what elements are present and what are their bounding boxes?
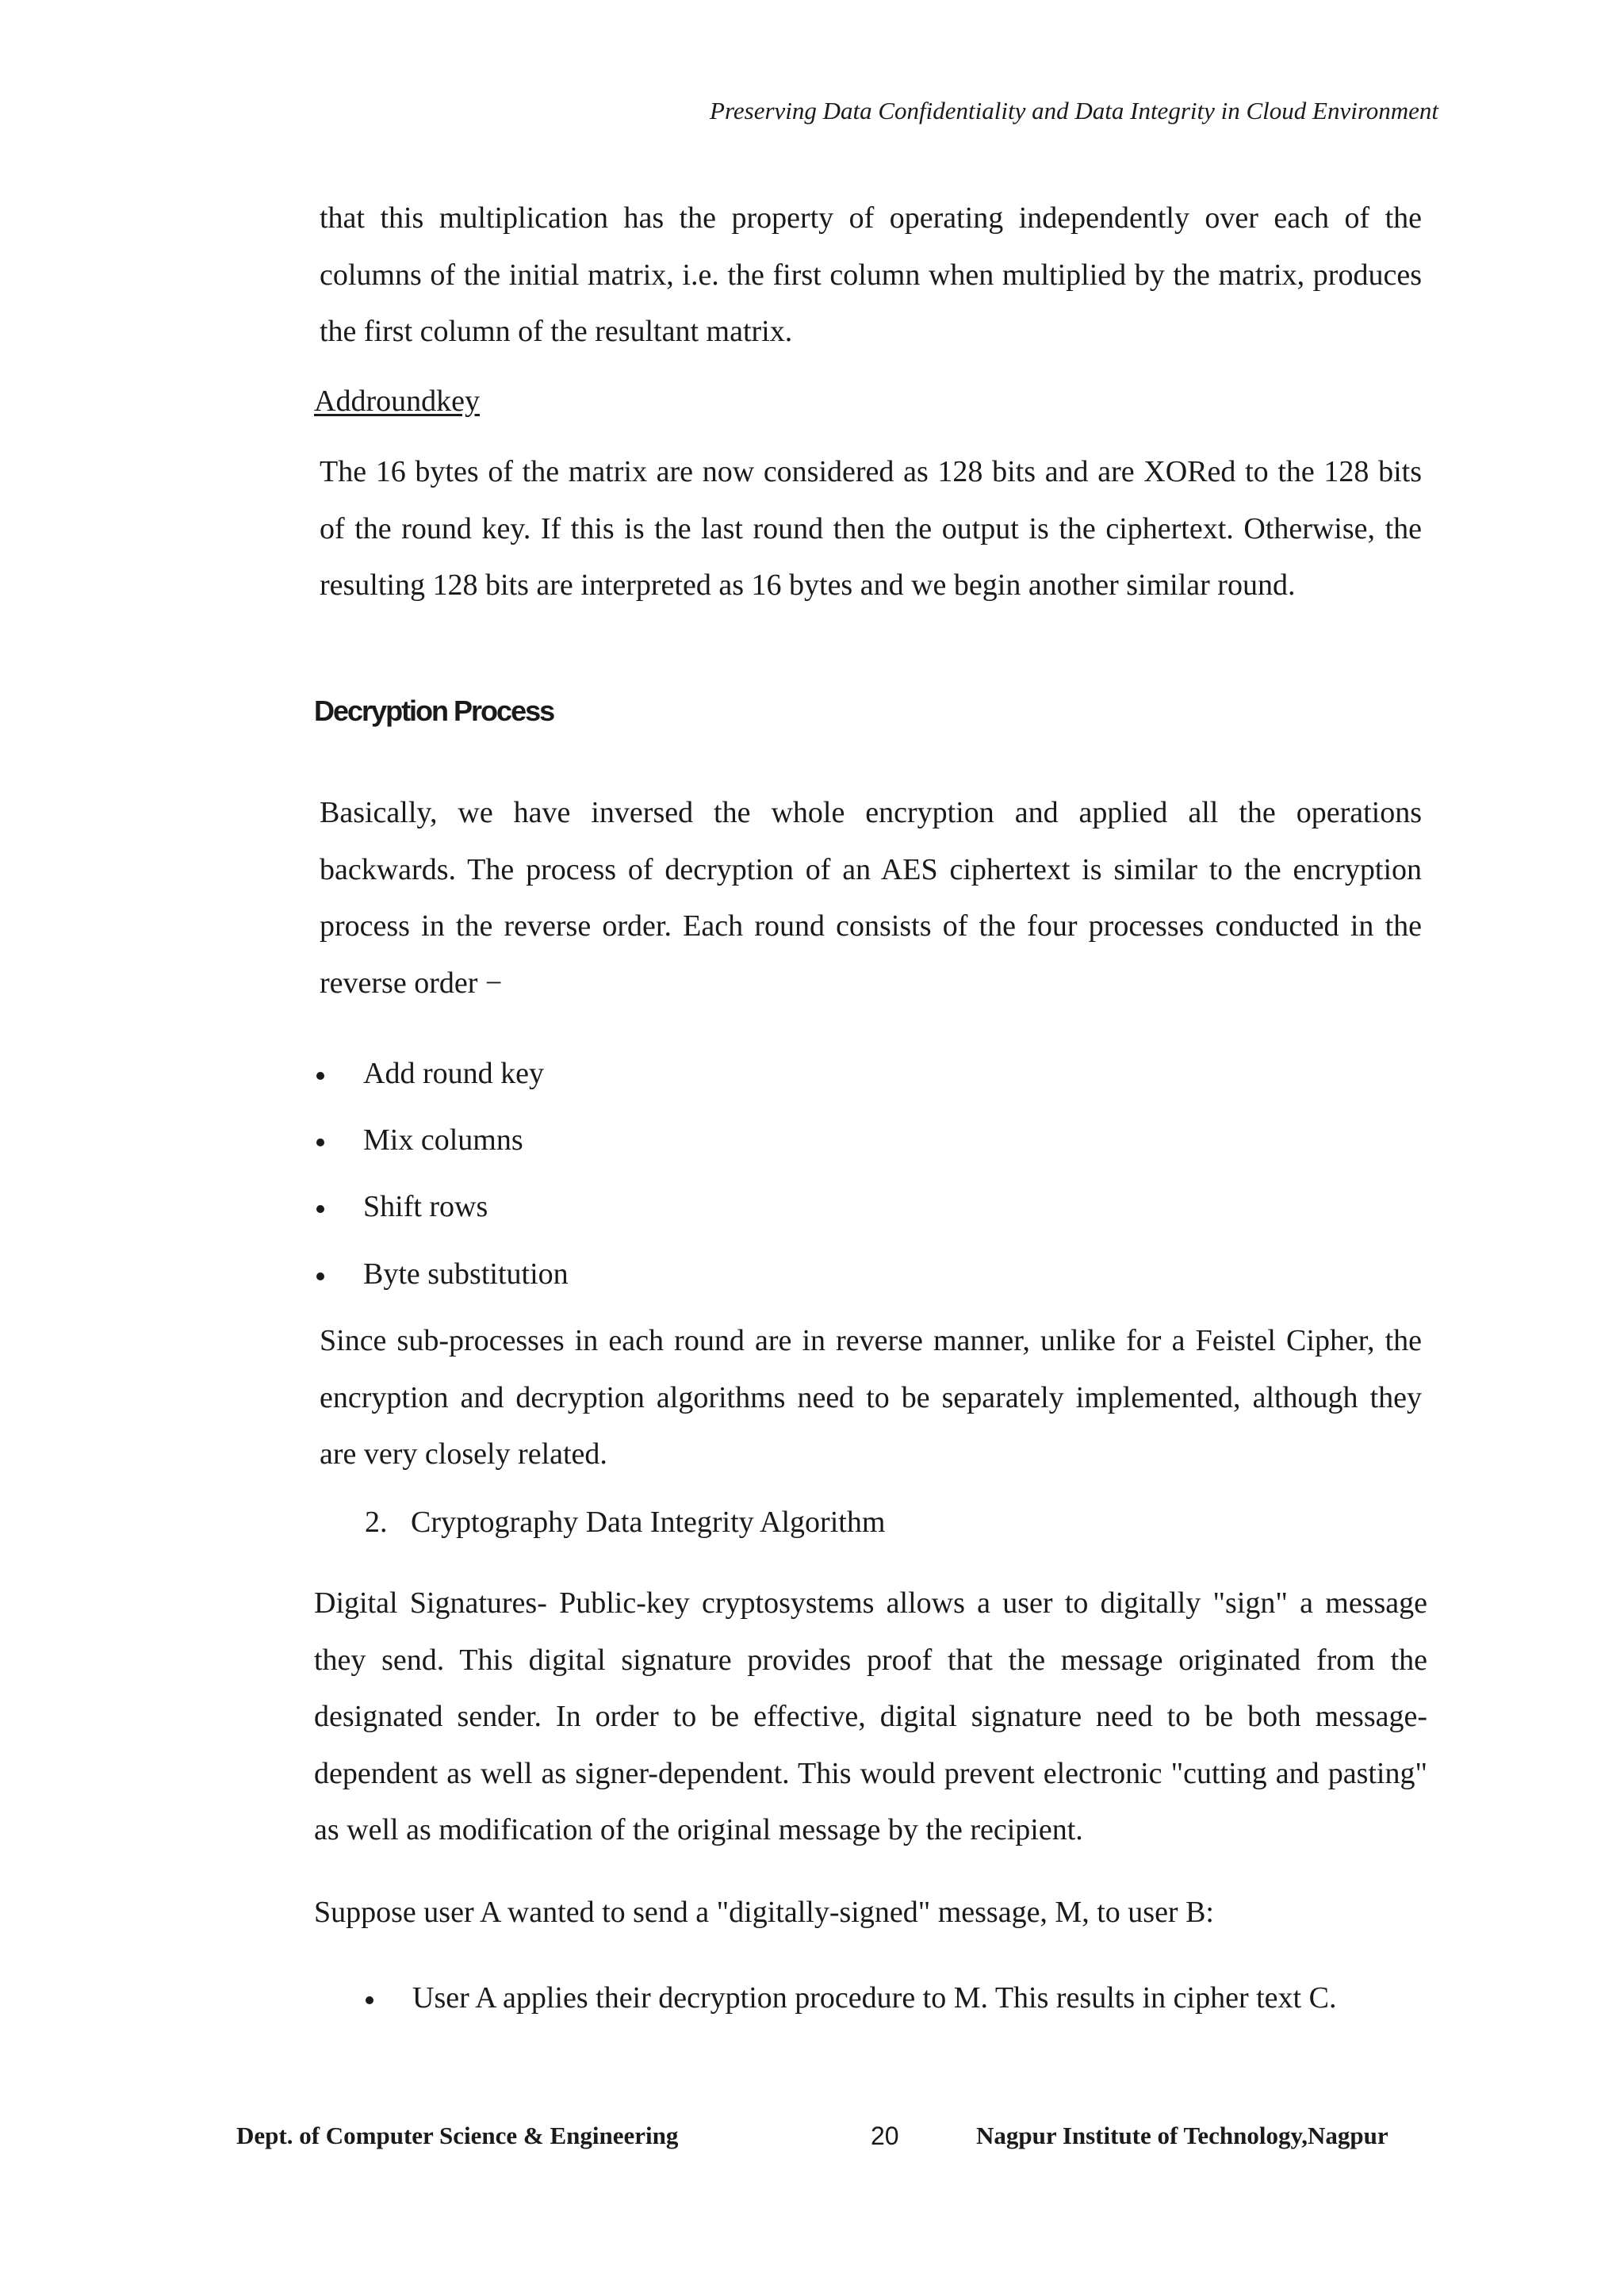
footer-institute: Nagpur Institute of Technology,Nagpur [976, 2122, 1388, 2149]
bullet-icon [316, 1072, 324, 1080]
paragraph-decryption: Basically, we have inversed the whole encryption and applied all the operations backwards. The process of decryption of an AES ciphertext is similar to the encryption process in the reverse order. Each round consists of the four processes conducted in the reverse order − [320, 796, 1422, 1000]
section-title: Cryptography Data Integrity Algorithm [411, 1506, 886, 1539]
list-item-text: User A applies their decryption procedure to M. This results in cipher text C. [412, 1981, 1337, 2015]
list-item-text: Add round key [363, 1057, 544, 1090]
list-item-text: Byte substitution [363, 1257, 569, 1291]
section-heading-data-integrity [365, 1505, 885, 1540]
bullet-icon [316, 1205, 324, 1213]
running-header: Preserving Data Confidentiality and Data Integrity in Cloud Environment [710, 97, 1438, 124]
footer-department: Dept. of Computer Science & Engineering [236, 2122, 679, 2149]
paragraph-suppose: Suppose user A wanted to send a "digitally-signed" message, M, to user B: [314, 1896, 1214, 1929]
bullet-icon [316, 1138, 324, 1146]
list-item-text: Mix columns [363, 1123, 523, 1157]
bullet-icon [366, 1996, 373, 2004]
heading-addroundkey: Addroundkey [314, 385, 480, 418]
bullet-icon [316, 1272, 324, 1280]
list-item-text: Shift rows [363, 1190, 488, 1223]
paragraph-digital-signatures: Digital Signatures- Public-key cryptosystems allows a user to digitally "sign" a message they send. This digital signature provides proof that the message originated from the designated sender. In order to be effective, digital signature need to be both message-dependent as well as signer-dependent. This would prevent electronic "cutting and pasting" as well as modification of the original message by the recipient. [314, 1586, 1427, 1846]
section-number: 2. [365, 1506, 388, 1539]
heading-decryption-process: Decryption Process [314, 695, 554, 727]
page-number: 20 [871, 2122, 899, 2150]
paragraph-addroundkey: The 16 bytes of the matrix are now considered as 128 bits and are XORed to the 128 bits of the round key. If this is the last round then the output is the ciphertext. Otherwise, the resulting 128 bits are interpreted as 16 bytes and we begin another similar round. [320, 455, 1422, 602]
paragraph-subprocesses: Since sub-processes in each round are in reverse manner, unlike for a Feistel Cipher, the encryption and decryption algorithms need to be separately implemented, although they are very closely related. [320, 1324, 1422, 1471]
paragraph-mixcolumns-end: that this multiplication has the property of operating independently over each of the columns of the initial matrix, i.e. the first column when multiplied by the matrix, produces the first column of the resultant matrix. [320, 201, 1422, 348]
